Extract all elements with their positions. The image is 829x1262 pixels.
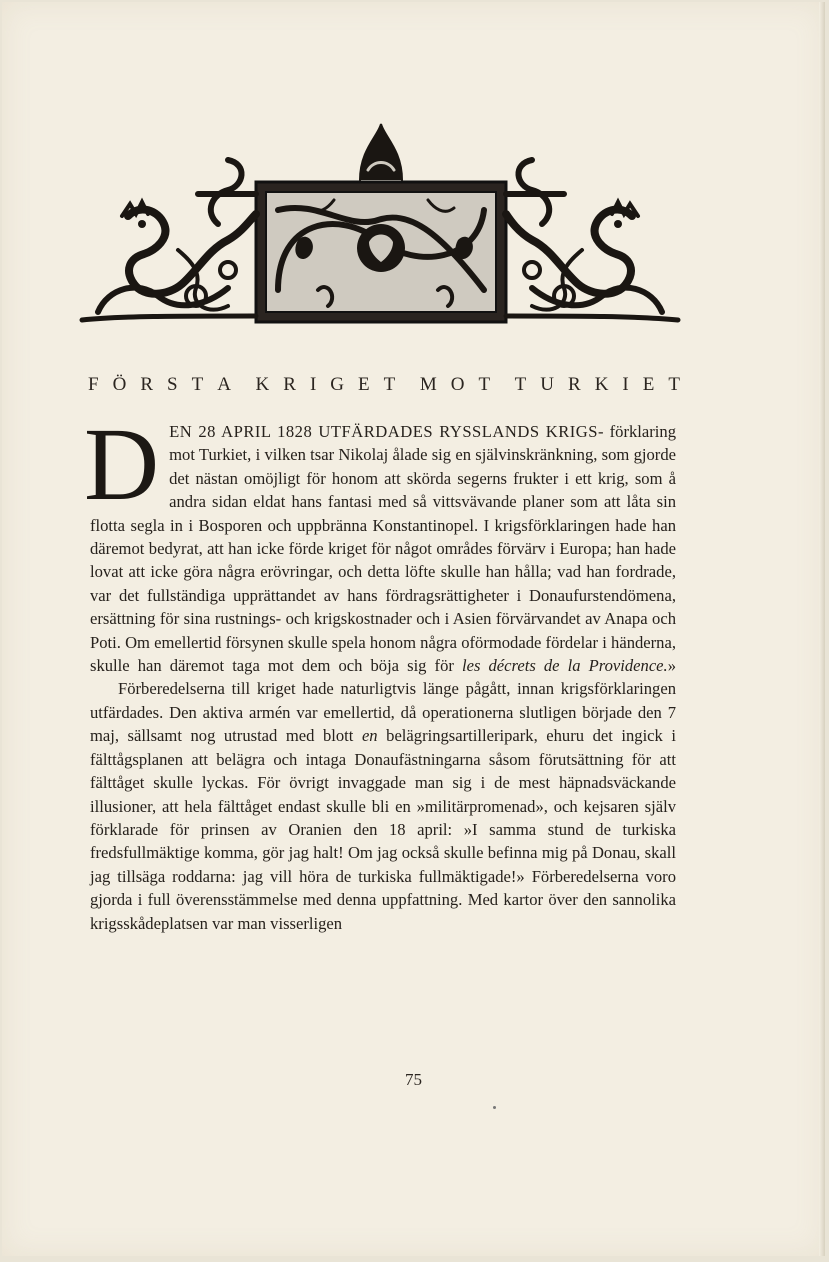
decorative-headpiece-ornament bbox=[78, 120, 682, 332]
print-speck bbox=[493, 1106, 496, 1109]
paragraph-1-end: » bbox=[667, 656, 676, 676]
lead-in-caps: EN 28 APRIL 1828 UTFÄRDADES RYSSLANDS KRIGS- bbox=[169, 422, 605, 441]
heading-letter: K bbox=[255, 374, 270, 395]
heading-word-4 bbox=[515, 374, 680, 396]
heading-letter: T bbox=[478, 374, 491, 395]
heading-letter: T bbox=[668, 374, 680, 395]
heading-letter: E bbox=[642, 374, 655, 395]
paragraph-1-text: förklaring mot Turkiet, i vilken tsar Nikolaj ålade sig en självinskränkning, som gjorde det nästan omöjligt för honom att skörda segerns frukter i ett krig, som å andra sidan eldat hans fantasi med så vittsvävande planer som att låta sin flotta segla in i Bosporen och uppbränna Konstantinopel. I krigsförklaringen hade han däremot bedyrat, att han icke förde kriget för något områdes förvärv i Europa; han hade lovat att icke göra några erövringar, och detta löfte skulle han hålla; vad han fordrade, var det fullständiga upprättandet av hans fördragsrättigheter i Donaufurstendömena, ersättning för sina rustnings- och krigskostnader och i Asien förvärvandet av Anapa och Poti. Om emellertid försynen skulle spela honom några oförmodade fördelar i händerna, skulle han däremot taga mot dem och böja sig för bbox=[90, 422, 677, 676]
heading-letter: K bbox=[594, 374, 609, 395]
heading-letter: I bbox=[622, 374, 629, 395]
heading-letter: T bbox=[514, 374, 527, 395]
paragraph-2-italic: en bbox=[361, 726, 378, 746]
heading-letter: Ö bbox=[112, 374, 127, 395]
heading-word-1 bbox=[88, 374, 231, 396]
heading-letter: F bbox=[88, 374, 99, 395]
heading-letter: T bbox=[383, 374, 396, 395]
page-number: 75 bbox=[405, 1070, 422, 1089]
heading-letter: S bbox=[167, 374, 178, 395]
heading-letter: R bbox=[140, 374, 153, 395]
heading-letter: R bbox=[283, 374, 296, 395]
heading-letter: R bbox=[568, 374, 581, 395]
paragraph-2-text-b: belägringsartilleripark, ehuru det ingick i fälttågsplanen att belägra och intaga Donaufästningarna såsom förutsättning för att fälttåget skulle lyckas. För övrigt invaggade man sig i de mest häpnadsväckande illusioner, att hela fälttåget endast skulle bli en »militärpromenad», och kejsaren själv förklarade för prinsen av Oranien den 18 april: »I samma stund de turkiska fredsfullmäktige komma, gör jag halt! Om jag också skulle befinna mig på Donau, skall jag tillsäga roddarna: jag vill höra de turkiska fullmäktigade!» Förberedelserna voro gjorda i full överensstämmelse med denna uppfattning. Med kartor över den sannolika krigsskådeplatsen var man visserligen bbox=[90, 726, 676, 933]
paragraph-1-italic: les décrets de la Providence. bbox=[462, 656, 668, 676]
heading-letter: I bbox=[309, 374, 317, 395]
drop-cap-initial: D bbox=[84, 407, 160, 522]
paragraph-1 bbox=[84, 407, 677, 677]
paragraph-2 bbox=[90, 677, 676, 934]
heading-word-3 bbox=[420, 374, 490, 396]
page-edge-shadow bbox=[819, 2, 825, 1256]
book-page bbox=[2, 2, 825, 1256]
heading-letter: G bbox=[330, 374, 344, 395]
paragraph-2-text-a: Förberedelserna till kriget hade naturligtvis länge pågått, innan krigsförklaringen utfärdades. Den aktiva armén var emellertid, då operationerna slutligen började den 7 maj, sällsamt nog utrustad med blott bbox=[90, 679, 676, 746]
heading-letter: A bbox=[217, 374, 231, 395]
chapter-heading bbox=[88, 374, 680, 396]
chapter-body bbox=[84, 407, 677, 935]
heading-word-2 bbox=[256, 374, 396, 396]
heading-letter: E bbox=[358, 374, 370, 395]
heading-letter: T bbox=[191, 374, 204, 395]
heading-letter: O bbox=[450, 374, 465, 395]
heading-letter: M bbox=[419, 374, 437, 395]
heading-letter: U bbox=[540, 374, 554, 395]
